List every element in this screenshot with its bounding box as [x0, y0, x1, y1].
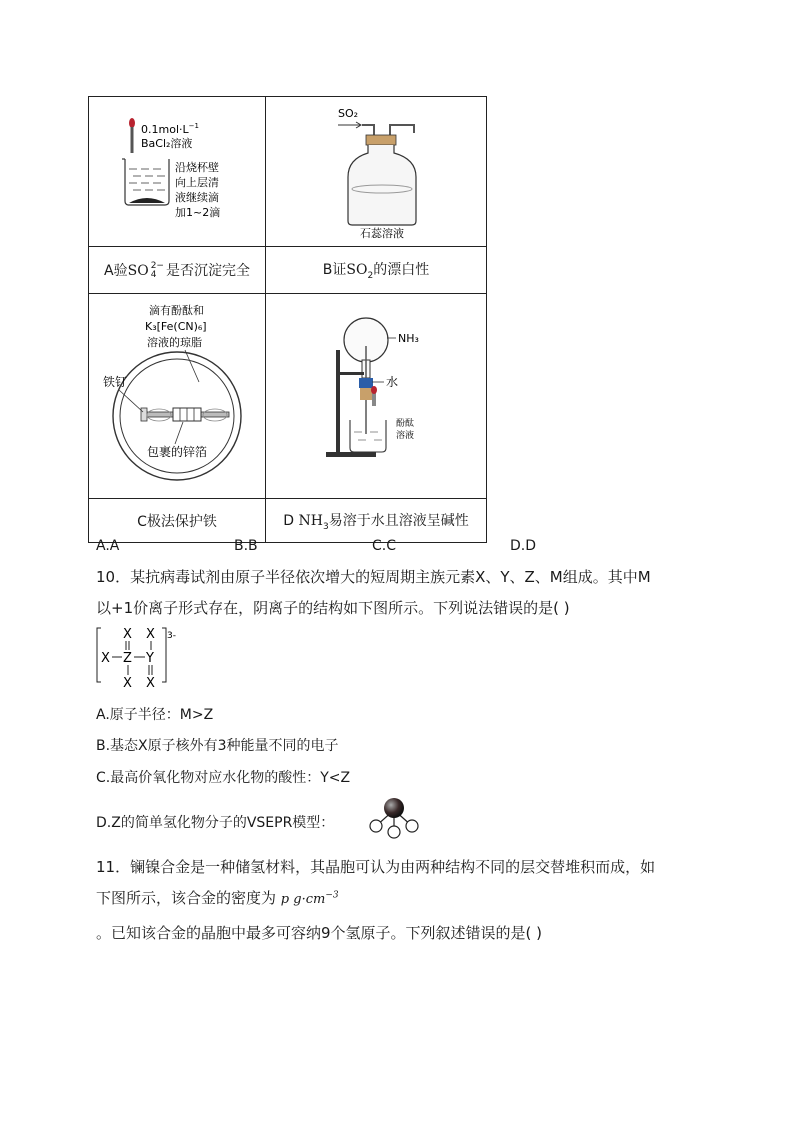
cell-a-image	[89, 97, 266, 247]
q9-option-c: C.C	[372, 538, 397, 554]
cell-d-image	[266, 294, 487, 499]
cell-c-caption: C极法保护铁	[89, 499, 266, 543]
svg-text:3-: 3-	[167, 631, 176, 641]
nh3-fountain-diagram	[266, 294, 486, 494]
q11-stem-line3: 。已知该合金的晶胞中最多可容纳9个氢原子。下列叙述错误的是( )	[96, 924, 543, 942]
q10-option-b: B.基态X原子核外有3种能量不同的电子	[96, 738, 339, 754]
q11-stem-line2: 下图所示，该合金的密度为 p $g\cdot cm^{-3}$	[96, 889, 339, 907]
svg-text:水: 水	[386, 375, 399, 389]
svg-text:0.1mol·L−1: $0.1mol\cdot L^{-1}$	[141, 122, 199, 136]
cell-d-caption: D $NH_3$易溶于水且溶液呈碱性	[266, 499, 487, 543]
svg-text:酚酞: 酚酞	[396, 419, 415, 429]
svg-text:X: X	[123, 627, 132, 642]
vsepr-model-icon	[366, 796, 422, 840]
svg-text:液继续滴: 液继续滴	[175, 191, 219, 204]
svg-text:X: X	[146, 627, 155, 642]
cell-b-image	[266, 97, 487, 247]
density-expression: p $g\cdot cm^{-3}$	[280, 890, 339, 907]
q10-stem-line1: 10．某抗病毒试剂由原子半径依次增大的短周期主族元素X、Y、Z、M组成。其中M	[96, 568, 651, 586]
svg-text:X: X	[146, 676, 155, 691]
svg-text:溶液的琼脂: 溶液的琼脂	[147, 336, 202, 349]
q10-option-c: C.最高价氧化物对应水化物的酸性：Y<Z	[96, 770, 351, 786]
svg-text:Y: Y	[146, 651, 154, 666]
svg-text:包裹的锌箔: 包裹的锌箔	[147, 445, 208, 459]
svg-text:溶液: 溶液	[396, 431, 415, 441]
svg-text:加1~2滴: 加1~2滴	[175, 206, 221, 219]
svg-text:沿烧杯壁: 沿烧杯壁	[175, 161, 219, 174]
cell-c-image	[89, 294, 266, 499]
q11-stem-line1: 11．镧镍合金是一种储氢材料，其晶胞可认为由两种结构不同的层交替堆积而成，如	[96, 858, 656, 876]
q10-option-d: D.Z的简单氢化物分子的VSEPR模型：	[96, 815, 335, 831]
svg-text:X: X	[123, 676, 132, 691]
svg-text:BaCl₂溶液: BaCl₂溶液	[141, 137, 193, 150]
svg-text:SO₂: SO₂	[338, 107, 359, 120]
agar-dish-diagram	[89, 294, 265, 494]
svg-text:Z: Z	[123, 651, 132, 666]
cell-a-caption: A验SO 2− 4 是否沉淀完全	[89, 247, 266, 294]
q10-option-a: A.原子半径：M>Z	[96, 707, 214, 723]
svg-text:滴有酚酞和: 滴有酚酞和	[149, 304, 204, 317]
so2-bottle-diagram	[266, 97, 486, 242]
svg-text:K₃[Fe(CN)₆]: K₃[Fe(CN)₆]	[145, 320, 207, 333]
svg-text:X: X	[101, 651, 110, 666]
q9-option-b: B.B	[234, 538, 258, 554]
experiment-table	[88, 96, 487, 543]
q10-stem-line2: 以+1价离子形式存在，阴离子的结构如下图所示。下列说法错误的是( )	[96, 599, 570, 617]
cell-b-caption: B证$SO_2$的漂白性	[266, 247, 487, 294]
q9-option-a: A.A	[96, 538, 120, 554]
svg-text:NH₃: NH₃	[398, 332, 419, 345]
anion-structure-diagram	[96, 624, 186, 692]
q9-option-d: D.D	[510, 538, 537, 554]
svg-text:向上层清: 向上层清	[175, 176, 219, 189]
svg-text:石蕊溶液: 石蕊溶液	[360, 227, 404, 240]
bacl2-beaker-diagram	[89, 97, 265, 242]
svg-text:铁钉: 铁钉	[103, 375, 128, 389]
